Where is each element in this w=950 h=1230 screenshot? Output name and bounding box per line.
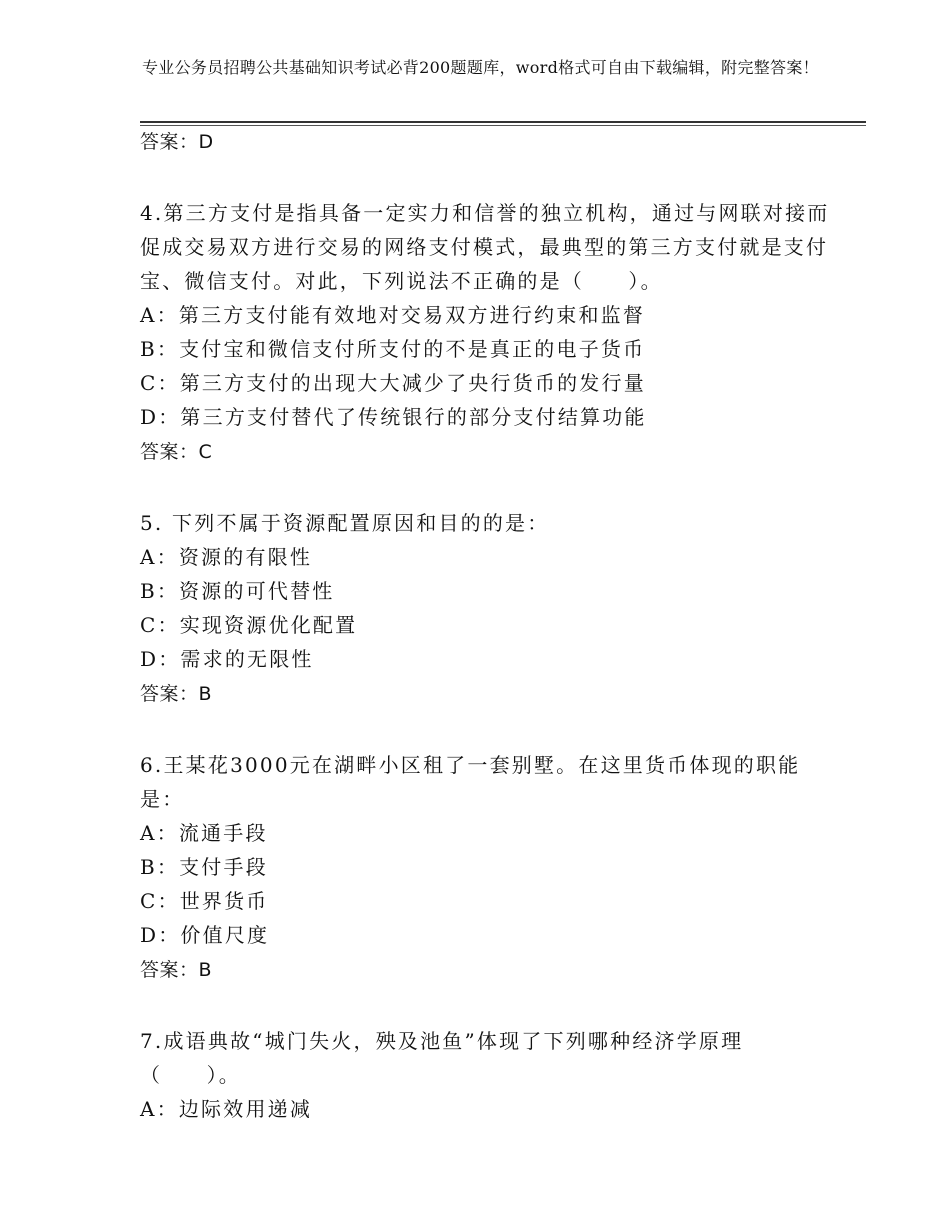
answer-label: 答案：D	[140, 131, 214, 153]
answer-label: 答案：B	[140, 683, 213, 705]
option-b: B：资源的可代替性	[140, 579, 335, 603]
option-b: B：支付宝和微信支付所支付的不是真正的电子货币	[140, 337, 646, 361]
question-list	[140, 124, 840, 1126]
option-a: A：边际效用递减	[140, 1097, 313, 1121]
option-a: A：资源的有限性	[140, 545, 313, 569]
header-divider	[140, 121, 866, 123]
option-d: D：第三方支付替代了传统银行的部分支付结算功能	[140, 405, 647, 429]
option-d: D：需求的无限性	[140, 647, 314, 671]
page-header: 专业公务员招聘公共基础知识考试必背200题题库，word格式可自由下载编辑，附完整答案！	[142, 58, 819, 77]
question-block	[140, 748, 840, 988]
option-a: A：第三方支付能有效地对交易双方进行约束和监督	[140, 303, 646, 327]
question-text: 4.第三方支付是指具备一定实力和信誉的独立机构，通过与网联对接而促成交易双方进行交易的网络支付模式，最典型的第三方支付就是支付宝、微信支付。对此，下列说法不正确的是（ ）。	[140, 201, 830, 293]
option-c: C：世界货币	[140, 889, 269, 913]
option-b: B：支付手段	[140, 855, 268, 879]
question-text: 7.成语典故“城门失火，殃及池鱼”体现了下列哪种经济学原理（ ）。	[140, 1029, 744, 1087]
answer-label: 答案：C	[140, 441, 213, 463]
option-d: D：价值尺度	[140, 923, 270, 947]
question-block	[140, 196, 840, 470]
question-block	[140, 1024, 840, 1126]
option-c: C：实现资源优化配置	[140, 613, 358, 637]
answer-label: 答案：B	[140, 959, 213, 981]
question-text: 6.王某花3000元在湖畔小区租了一套别墅。在这里货币体现的职能是：	[140, 753, 801, 811]
option-c: C：第三方支付的出现大大减少了央行货币的发行量	[140, 371, 646, 395]
option-a: A：流通手段	[140, 821, 268, 845]
question-text: 5. 下列不属于资源配置原因和目的的是：	[140, 511, 550, 535]
question-block	[140, 506, 840, 712]
